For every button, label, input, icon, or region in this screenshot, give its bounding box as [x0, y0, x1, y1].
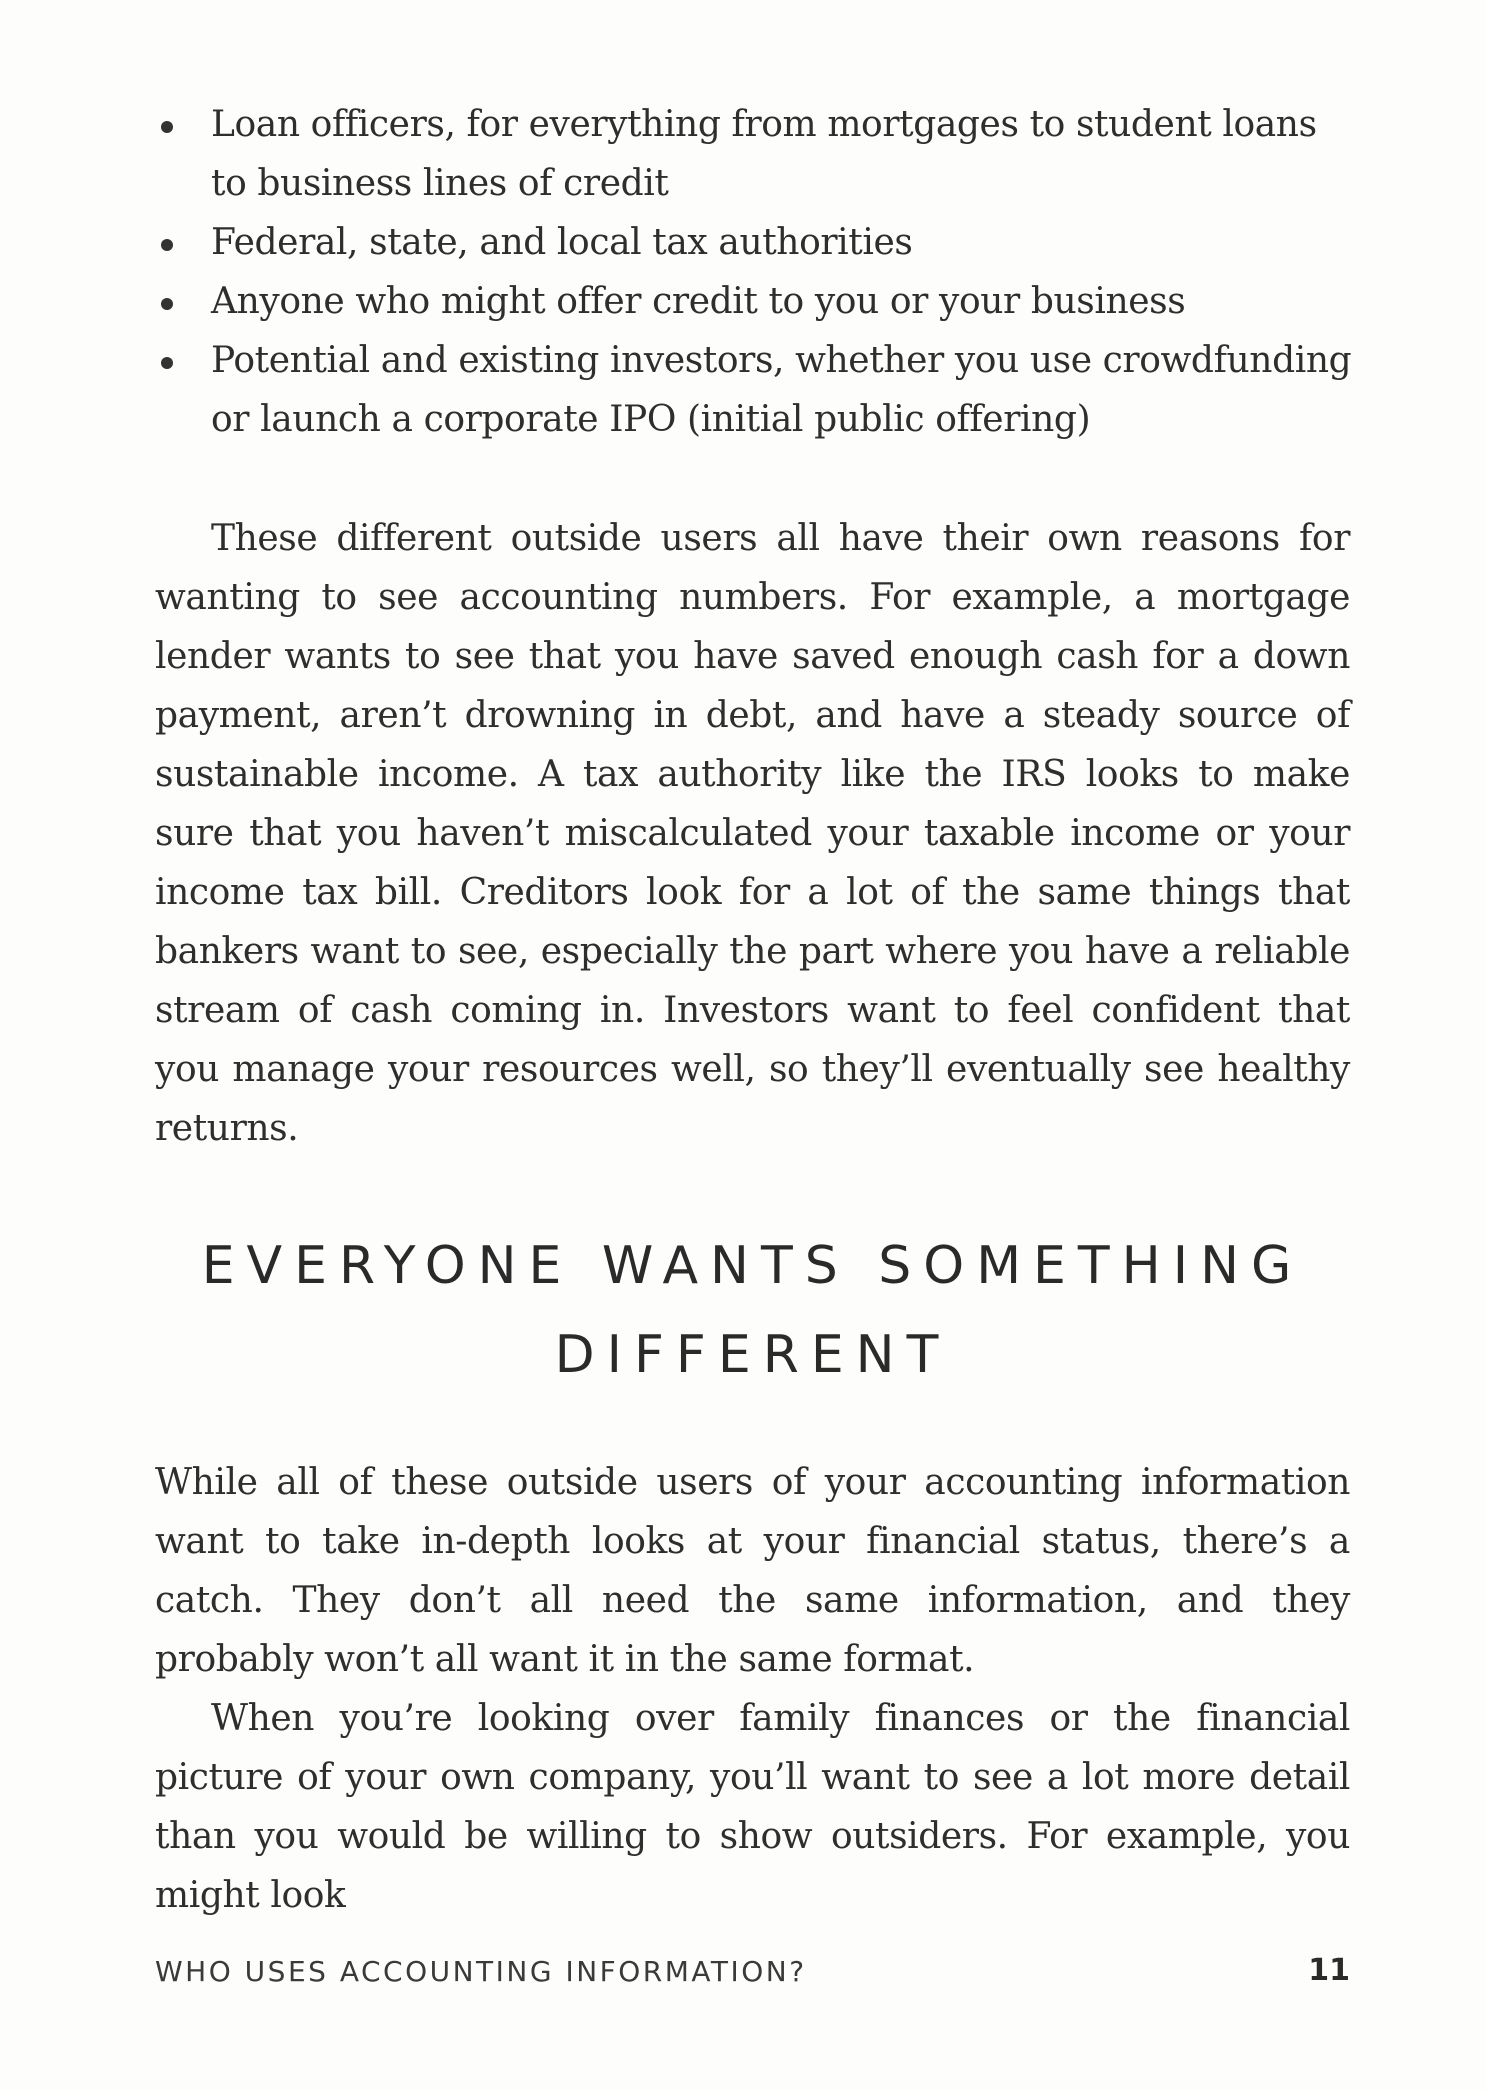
list-item-text: Loan officers, for everything from mortgages to student loans to business lines of credit: [211, 104, 1317, 204]
list-item: [155, 95, 1355, 213]
body-paragraph: These different outside users all have their own reasons for wanting to see accounting numbers. For example, a mortgage lender wants to see that you have saved enough cash for a down payment, aren’t drowning in debt, and have a steady source of sustainable income. A tax authority like the IRS looks to make sure that you haven’t miscalculated your taxable income or your income tax bill. Creditors look for a lot of the same things that bankers want to see, especially the part where you have a reliable stream of cash coming in. Investors want to feel confident that you manage your resources well, so they’ll eventually see healthy returns.: [155, 518, 1350, 1149]
page-number: 11: [1308, 1953, 1350, 1988]
bullet-list: [155, 95, 1355, 449]
page-footer: [155, 1955, 1350, 1995]
running-title: WHO USES ACCOUNTING INFORMATION?: [155, 1955, 807, 1988]
bullet-icon: [161, 239, 173, 251]
list-item: [155, 272, 1355, 331]
section-heading: EVERYONE WANTS SOMETHING DIFFERENT: [201, 1236, 1304, 1385]
list-item: [155, 213, 1355, 272]
bullet-icon: [161, 298, 173, 310]
list-item-text: Potential and existing investors, whether you use crowdfunding or launch a corporate IPO (initial public offering): [211, 340, 1352, 440]
list-item-text: Federal, state, and local tax authorities: [211, 222, 913, 263]
bullet-icon: [161, 357, 173, 369]
bullet-icon: [161, 121, 173, 133]
list-item-text: Anyone who might offer credit to you or your business: [211, 281, 1186, 322]
body-paragraph: When you’re looking over family finances or the financial picture of your own company, you’ll want to see a lot more detail than you would be willing to show outsiders. For example, you might look: [155, 1698, 1350, 1916]
body-paragraph: While all of these outside users of your accounting information want to take in-depth looks at your financial status, there’s a catch. They don’t all need the same information, and they probably won’t all want it in the same format.: [155, 1462, 1350, 1680]
list-item: [155, 331, 1355, 449]
